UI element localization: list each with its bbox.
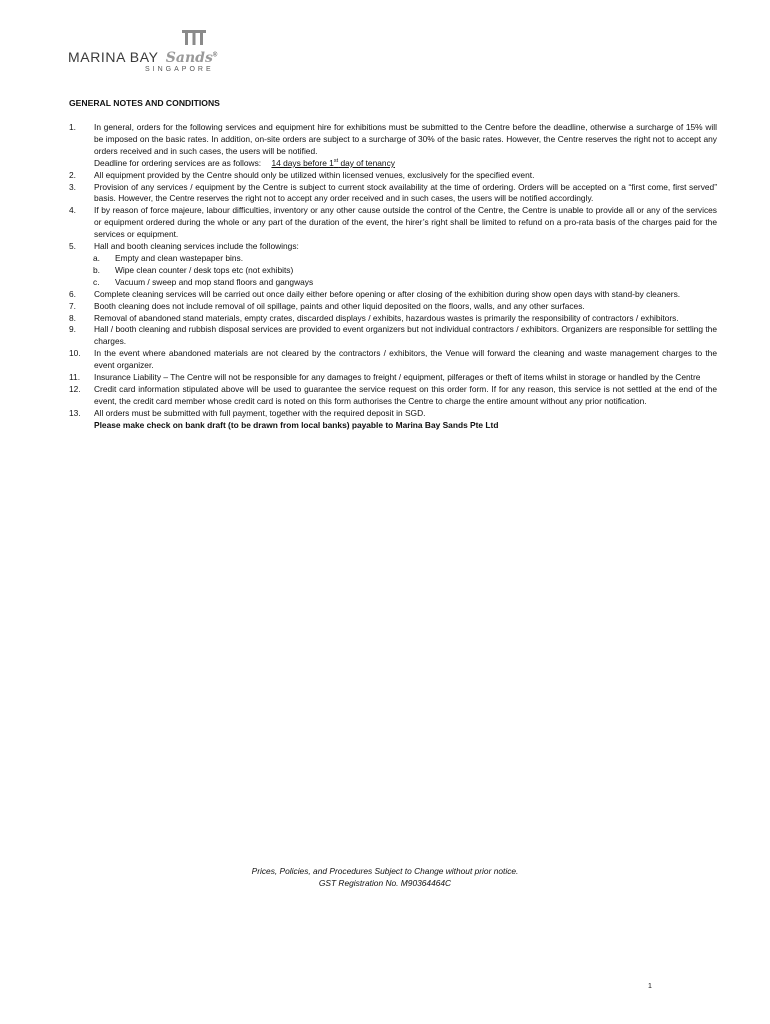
- note-number: 12.: [69, 383, 81, 394]
- deadline-value-pre: 14 days before 1: [271, 157, 334, 168]
- note-text: Booth cleaning does not include removal of oil spillage, paints and other liquid deposited on the floors, walls, and any other surfaces.: [94, 300, 585, 311]
- cleaning-sub-item-a: [69, 253, 717, 265]
- note-item-3: [69, 182, 717, 206]
- note-item-8: [69, 313, 717, 325]
- note-number: 4.: [69, 205, 76, 216]
- sub-item-text: Empty and clean wastepaper bins.: [115, 252, 244, 263]
- deadline-value-post: day of tenancy: [338, 157, 395, 168]
- note-text: Hall / booth cleaning and rubbish disposal services are provided to event organizers but not individual contractors / exhibitors. Organizers are responsible for settling the charges.: [94, 324, 717, 347]
- note-item-4: [69, 205, 717, 241]
- cleaning-sub-item-b: [69, 265, 717, 277]
- logo-wordmark: [68, 49, 218, 66]
- note-item-6: [69, 289, 717, 301]
- note-number: 5.: [69, 241, 76, 252]
- note-text: Removal of abandoned stand materials, empty crates, discarded displays / exhibits, hazardous wastes is primarily the responsibility of contractors / exhibitors.: [94, 312, 679, 323]
- note-item-7: [69, 301, 717, 313]
- note-number: 1.: [69, 122, 76, 132]
- note-item-5: [69, 241, 717, 253]
- sub-item-letter: a.: [93, 252, 100, 263]
- note-text: Insurance Liability – The Centre will not be responsible for any damages to freight / equipment, pilferages or theft of items whilst in storage or handled by the Centre: [94, 372, 701, 383]
- note-number: 13.: [69, 407, 81, 418]
- page-number: 1: [648, 983, 652, 990]
- note-number: 7.: [69, 300, 76, 311]
- logo-main-text: MARINA BAY: [68, 49, 159, 65]
- note-item-9: [69, 324, 717, 348]
- note-text: If by reason of force majeure, labour difficulties, inventory or any other cause outside the control of the Centre, the Centre is unable to provide all or any of the services or equipment ordered during the whole or any part of the duration of the event, the hirer’s right shall be limited to refund on a pro-rata basis of the charges paid for the services or equipment.: [94, 205, 717, 240]
- marina-bay-sands-logo: [68, 28, 218, 76]
- footer-gst-number: GST Registration No. M90364464C: [318, 878, 452, 888]
- deadline-value-sup: st: [333, 157, 339, 164]
- sub-item-letter: c.: [93, 276, 100, 287]
- note-text: Hall and booth cleaning services include the followings:: [94, 241, 299, 252]
- note-number: 10.: [69, 348, 81, 359]
- notes-list: [69, 122, 717, 432]
- sub-item-text: Wipe clean counter / desk tops etc (not exhibits): [115, 264, 294, 275]
- note-item-13: [69, 408, 717, 432]
- note-text: All equipment provided by the Centre should only be utilized within licensed venues, exclusively for the specified event.: [94, 169, 535, 180]
- logo-accent-text: Sands: [165, 50, 213, 66]
- note-text: Provision of any services / equipment by the Centre is subject to current stock availability at the time of ordering. Orders will be accepted on a “first come, first served” basis. However, the Centre reserves the right not to accept any order received and in such cases, the users will be notified accordingly.: [94, 181, 717, 204]
- note-item-11: [69, 372, 717, 384]
- sub-item-letter: b.: [93, 264, 100, 275]
- note-item-1: [69, 122, 717, 170]
- note-item-10: [69, 348, 717, 372]
- payment-note: Please make check on bank draft (to be drawn from local banks) payable to Marina Bay Sands Pte Ltd: [94, 419, 499, 430]
- deadline-line: [94, 158, 717, 170]
- logo-tower-icon: [181, 28, 207, 46]
- note-number: 3.: [69, 181, 76, 192]
- logo-registered-mark: ®: [212, 52, 218, 59]
- note-text: In the event where abandoned materials are not cleared by the contractors / exhibitors, the Venue will forward the cleaning and waste management charges to the event organizer.: [94, 348, 717, 371]
- note-text: All orders must be submitted with full payment, together with the required deposit in SGD.: [94, 407, 426, 418]
- section-heading: GENERAL NOTES AND CONDITIONS: [69, 98, 220, 108]
- note-item-2: [69, 170, 717, 182]
- footer-disclaimer: Prices, Policies, and Procedures Subject to Change without prior notice.: [251, 866, 519, 876]
- footer: [0, 865, 770, 889]
- note-number: 2.: [69, 169, 76, 180]
- note-number: 6.: [69, 288, 76, 299]
- note-item-12: [69, 384, 717, 408]
- sub-item-text: Vacuum / sweep and mop stand floors and gangways: [115, 276, 314, 287]
- note-number: 9.: [69, 324, 76, 335]
- note-text: Credit card information stipulated above will be used to guarantee the service request on this order form. If for any reason, this service is not settled at the end of the event, the credit card member whose credit card is noted on this form authorises the Centre to charge the entire amount without any prior notification.: [94, 383, 717, 406]
- logo-subtitle: SINGAPORE: [145, 66, 214, 73]
- note-number: 11.: [69, 372, 81, 383]
- cleaning-sub-item-c: [69, 277, 717, 289]
- deadline-label: Deadline for ordering services are as follows:: [94, 157, 262, 168]
- note-text: In general, orders for the following services and equipment hire for exhibitions must be submitted to the Centre before the deadline, otherwise a surcharge of 15% will be imposed on the basic rates. In addition, on-site orders are subject to a surcharge of 30% of the basic rates. However, the Centre reserves the right not to accept any orders received and in such cases, the users will be notified.: [94, 122, 717, 156]
- deadline-value: [271, 158, 395, 168]
- note-text: Complete cleaning services will be carried out once daily either before opening or after closing of the exhibition during show open days with stand-by cleaners.: [94, 288, 681, 299]
- note-number: 8.: [69, 312, 76, 323]
